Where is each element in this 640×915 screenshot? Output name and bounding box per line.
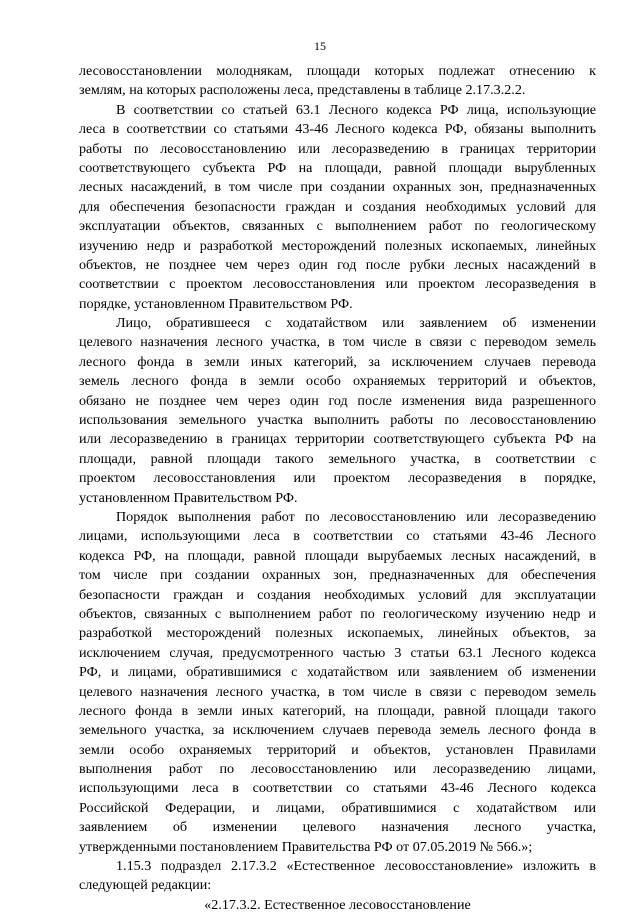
text-line: выполнения работ по лесовосстановлению или лесоразведению лицами, (79, 761, 596, 778)
text-line: леса в соответствии со статьями 43-46 Лесного кодекса РФ, обязаны выполнить (79, 121, 596, 138)
paragraph-subsection-amendment (79, 857, 596, 896)
paragraph-work-procedure (79, 508, 596, 857)
text-line: Лицо, обратившееся с ходатайством или заявлением об изменении (116, 315, 596, 332)
section-heading-natural-regeneration (79, 896, 596, 915)
text-line: или лесоразведению в границах территории соответствующего субъекта РФ на (79, 431, 596, 448)
text-line: земли особо охраняемых территорий и объектов, установлен Правилами (79, 741, 596, 758)
text-line: лесовосстановлении молоднякам, площади которых подлежат отнесению к (79, 63, 596, 79)
text-line: землям, на которых расположены леса, представлены в таблице 2.17.3.2.2. (79, 82, 526, 99)
text-line: Порядок выполнения работ по лесовосстановлению или лесоразведению (116, 508, 596, 525)
text-line: соответствии с проектом лесовосстановления или проектом лесоразведения в (79, 276, 596, 293)
text-line: земельного участка, за исключением случаев перевода земель лесного фонда в (79, 722, 596, 739)
text-line: заявлением об изменении целевого назначения лесного участка, (79, 819, 596, 836)
text-line: лесных насаждений, в том числе при создании охранных зон, предназначенных (79, 179, 596, 196)
text-line: объектов, связанных с выполнением работ по геологическому изучению недр и (79, 605, 596, 622)
text-line: лесного фонда в земли иных категорий, за исключением случаев перевода (79, 353, 596, 370)
text-line: Российской Федерации, и лицами, обратившимися с ходатайством или (79, 799, 596, 816)
document-body (79, 62, 596, 915)
text-line: целевого назначения лесного участка, в том числе в связи с переводом земель (79, 334, 596, 351)
text-line: следующей редакции: (79, 877, 212, 894)
text-line: лицами, использующими леса в соответствии со статьями 43-46 Лесного (79, 528, 596, 545)
text-line: объектов, не позднее чем через один год после рубки лесных насаждений в (79, 256, 596, 273)
text-line: лесного фонда в земли иных категорий, на площади, равной площади такого (79, 702, 596, 719)
text-line: использования земельного участка выполнить работы по лесовосстановлению (79, 412, 596, 429)
text-line: В соответствии со статьей 63.1 Лесного кодекса РФ лица, использующие (116, 101, 596, 118)
text-line: безопасности граждан и создания необходимых условий для эксплуатации (79, 586, 596, 603)
paragraph-article-63-1-obligations (79, 101, 596, 314)
text-line: земель лесного фонда в земли особо охраняемых территорий и объектов, (79, 373, 596, 390)
text-line: соответствующего субъекта РФ на площади, равной площади вырубленных (79, 159, 596, 176)
section-heading-text: «2.17.3.2. Естественное лесовосстановление (204, 896, 471, 913)
text-line: утвержденными постановлением Правительства РФ от 07.05.2019 № 566.»; (79, 838, 533, 855)
text-line: порядке, установленном Правительством РФ. (79, 295, 353, 312)
text-line: проектом лесовосстановления или проектом лесоразведения в порядке, (79, 470, 596, 487)
paragraph-forest-regeneration-areas (79, 62, 596, 101)
text-line: обязано не позднее чем через один год после изменения вида разрешенного (79, 392, 596, 409)
paragraph-land-category-change (79, 314, 596, 508)
text-line: разработкой месторождений полезных ископаемых, линейных объектов, за (79, 625, 596, 642)
text-line: 1.15.3 подраздел 2.17.3.2 «Естественное лесовосстановление» изложить в (116, 858, 596, 875)
text-line: изучению недр и разработкой месторождений полезных ископаемых, линейных (79, 237, 596, 254)
text-line: для обеспечения безопасности граждан и создания необходимых условий для (79, 198, 596, 215)
text-line: целевого назначения лесного участка, в том числе в связи с переводом земель (79, 683, 596, 700)
text-line: работы по лесовосстановлению или лесоразведению в границах территории (79, 140, 596, 157)
text-line: эксплуатации объектов, связанных с выполнением работ по геологическому (79, 218, 596, 235)
text-line: том числе при создании охранных зон, предназначенных для обеспечения (79, 567, 596, 584)
text-line: использующими леса в соответствии со статьями 43-46 Лесного кодекса (79, 780, 596, 797)
text-line: РФ, и лицами, обратившимися с ходатайством или заявлением об изменении (79, 664, 596, 681)
text-line: установленном Правительством РФ. (79, 489, 298, 506)
text-line: исключением случая, предусмотренного частью 3 статьи 63.1 Лесного кодекса (79, 644, 596, 661)
text-line: площади, равной площади такого земельного участка, в соответствии с (79, 450, 596, 467)
text-line: кодекса РФ, на площади, равной площади вырубаемых лесных насаждений, в (79, 547, 596, 564)
page-number: 15 (314, 39, 326, 53)
